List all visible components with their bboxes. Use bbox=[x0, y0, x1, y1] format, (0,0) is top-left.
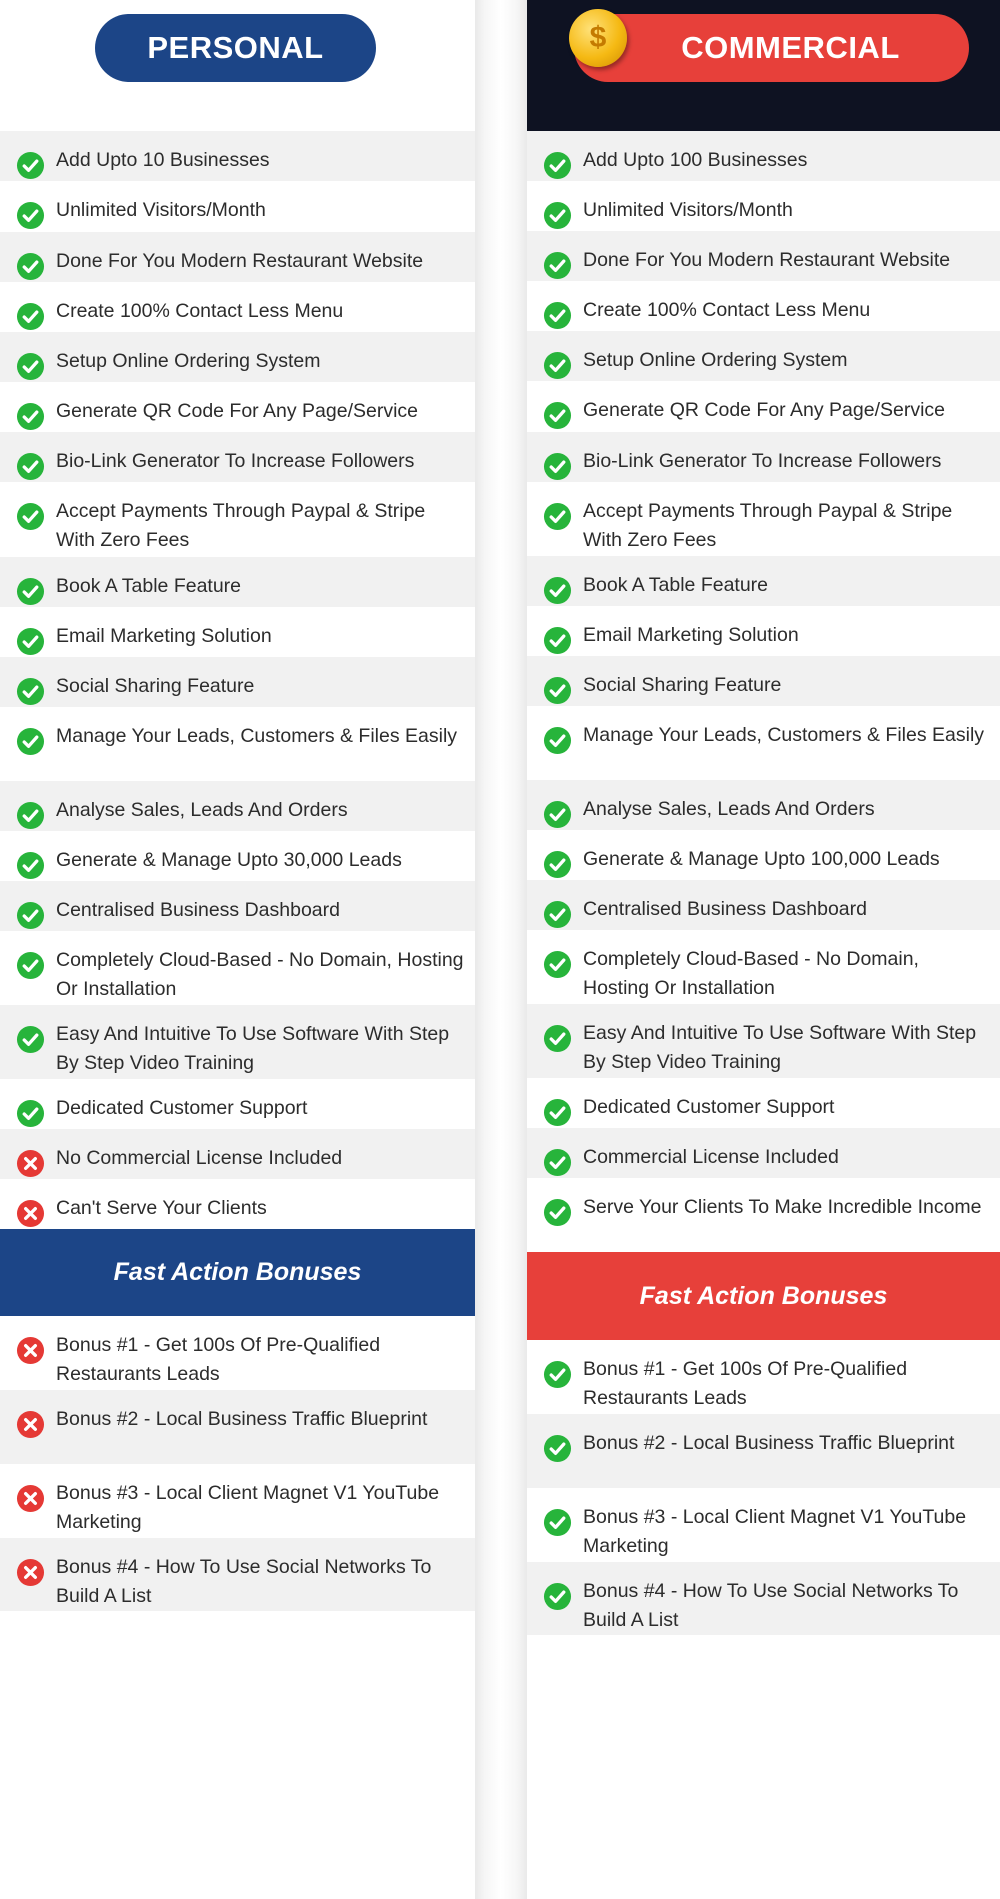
check-icon bbox=[16, 452, 45, 481]
commercial-features-item bbox=[527, 1078, 1000, 1128]
commercial-features-item-label: Social Sharing Feature bbox=[583, 674, 782, 696]
commercial-bonuses-item-label: Bonus #1 - Get 100s Of Pre-Qualified Restaurants Leads bbox=[583, 1358, 908, 1409]
personal-features-item bbox=[0, 181, 475, 232]
commercial-bonuses-item-label: Bonus #2 - Local Business Traffic Blueprint bbox=[583, 1432, 955, 1454]
check-icon bbox=[543, 576, 572, 605]
check-icon bbox=[16, 352, 45, 381]
check-icon bbox=[16, 577, 45, 606]
commercial-bonuses-item bbox=[527, 1488, 1000, 1562]
personal-features-item-label: Analyse Sales, Leads And Orders bbox=[56, 799, 348, 821]
personal-features-item-label: Can't Serve Your Clients bbox=[56, 1197, 267, 1219]
cross-icon bbox=[16, 1410, 45, 1439]
personal-features-item bbox=[0, 1079, 475, 1129]
commercial-features-item bbox=[527, 830, 1000, 880]
check-icon bbox=[543, 1508, 572, 1537]
personal-plan-title: PERSONAL bbox=[95, 14, 376, 82]
commercial-features-item bbox=[527, 181, 1000, 231]
personal-features-item bbox=[0, 607, 475, 657]
personal-bonuses-heading: Fast Action Bonuses bbox=[0, 1229, 475, 1316]
personal-bonuses-item-label: Bonus #2 - Local Business Traffic Blueprint bbox=[56, 1408, 428, 1430]
commercial-features-list bbox=[527, 131, 1000, 1252]
commercial-plan-title: COMMERCIAL bbox=[574, 14, 969, 82]
commercial-features-item-label: Centralised Business Dashboard bbox=[583, 898, 867, 920]
commercial-features-item-label: Generate QR Code For Any Page/Service bbox=[583, 399, 946, 421]
cross-icon bbox=[16, 1199, 45, 1228]
personal-features-item bbox=[0, 557, 475, 607]
commercial-features-item bbox=[527, 880, 1000, 930]
check-icon bbox=[16, 727, 45, 756]
personal-features-item bbox=[0, 482, 475, 557]
personal-features-item-label: Setup Online Ordering System bbox=[56, 350, 321, 372]
personal-bonuses-item bbox=[0, 1390, 475, 1464]
check-icon bbox=[543, 151, 572, 180]
commercial-features-item-label: Bio-Link Generator To Increase Followers bbox=[583, 450, 942, 472]
personal-features-item bbox=[0, 432, 475, 482]
commercial-features-item bbox=[527, 482, 1000, 556]
personal-features-item-label: Centralised Business Dashboard bbox=[56, 899, 340, 921]
check-icon bbox=[16, 677, 45, 706]
personal-features-item-label: Unlimited Visitors/Month bbox=[56, 199, 266, 221]
commercial-features-item bbox=[527, 706, 1000, 780]
commercial-features-item bbox=[527, 1004, 1000, 1078]
check-icon bbox=[543, 626, 572, 655]
check-icon bbox=[543, 1434, 572, 1463]
commercial-bonuses-item bbox=[527, 1562, 1000, 1635]
commercial-features-item bbox=[527, 556, 1000, 606]
check-icon bbox=[16, 951, 45, 980]
check-icon bbox=[543, 502, 572, 531]
commercial-bonuses-item bbox=[527, 1414, 1000, 1488]
check-icon bbox=[16, 1099, 45, 1128]
check-icon bbox=[543, 251, 572, 280]
commercial-features-item-label: Analyse Sales, Leads And Orders bbox=[583, 798, 875, 820]
commercial-bonuses-item-label: Bonus #4 - How To Use Social Networks To Build A List bbox=[583, 1580, 959, 1631]
personal-features-item bbox=[0, 131, 475, 181]
commercial-features-item bbox=[527, 381, 1000, 432]
check-icon bbox=[543, 726, 572, 755]
commercial-features-item bbox=[527, 331, 1000, 381]
personal-features-item-label: Dedicated Customer Support bbox=[56, 1097, 308, 1119]
commercial-features-item-label: Email Marketing Solution bbox=[583, 624, 799, 646]
commercial-features-item-label: Commercial License Included bbox=[583, 1146, 839, 1168]
commercial-features-item-label: Add Upto 100 Businesses bbox=[583, 149, 808, 171]
column-gap bbox=[475, 0, 527, 1899]
cross-icon bbox=[16, 1558, 45, 1587]
commercial-features-item bbox=[527, 930, 1000, 1004]
personal-features-item-label: Add Upto 10 Businesses bbox=[56, 149, 270, 171]
commercial-features-item bbox=[527, 231, 1000, 281]
check-icon bbox=[543, 1098, 572, 1127]
personal-features-item bbox=[0, 707, 475, 781]
check-icon bbox=[543, 676, 572, 705]
check-icon bbox=[16, 1025, 45, 1054]
personal-features-item-label: No Commercial License Included bbox=[56, 1147, 343, 1169]
check-icon bbox=[16, 801, 45, 830]
check-icon bbox=[543, 1582, 572, 1611]
commercial-features-item-label: Create 100% Contact Less Menu bbox=[583, 299, 871, 321]
personal-features-item bbox=[0, 332, 475, 382]
commercial-features-item bbox=[527, 281, 1000, 331]
personal-features-item-label: Generate & Manage Upto 30,000 Leads bbox=[56, 849, 402, 871]
personal-plan-header bbox=[0, 0, 475, 131]
personal-bonuses-item bbox=[0, 1464, 475, 1538]
personal-features-item bbox=[0, 1005, 475, 1079]
check-icon bbox=[543, 452, 572, 481]
cross-icon bbox=[16, 1336, 45, 1365]
commercial-features-item-label: Easy And Intuitive To Use Software With Step By Step Video Training bbox=[583, 1022, 977, 1073]
check-icon bbox=[543, 800, 572, 829]
commercial-features-item-label: Serve Your Clients To Make Incredible Income bbox=[583, 1196, 982, 1218]
personal-features-item-label: Manage Your Leads, Customers & Files Easily bbox=[56, 725, 458, 747]
personal-features-item bbox=[0, 1129, 475, 1179]
check-icon bbox=[16, 302, 45, 331]
check-icon bbox=[543, 1360, 572, 1389]
personal-features-item bbox=[0, 232, 475, 282]
personal-features-item-label: Create 100% Contact Less Menu bbox=[56, 300, 344, 322]
check-icon bbox=[16, 252, 45, 281]
personal-features-item-label: Completely Cloud-Based - No Domain, Hosting Or Installation bbox=[56, 949, 464, 1000]
check-icon bbox=[543, 1148, 572, 1177]
commercial-features-item bbox=[527, 1128, 1000, 1178]
cross-icon bbox=[16, 1149, 45, 1178]
commercial-features-item bbox=[527, 656, 1000, 706]
commercial-features-item bbox=[527, 131, 1000, 181]
personal-bonuses-item bbox=[0, 1538, 475, 1611]
commercial-features-item-label: Accept Payments Through Paypal & Stripe With Zero Fees bbox=[583, 500, 953, 551]
personal-features-item-label: Email Marketing Solution bbox=[56, 625, 272, 647]
personal-features-item-label: Generate QR Code For Any Page/Service bbox=[56, 400, 419, 422]
commercial-features-item bbox=[527, 432, 1000, 482]
commercial-features-item-label: Generate & Manage Upto 100,000 Leads bbox=[583, 848, 940, 870]
check-icon bbox=[543, 301, 572, 330]
dollar-coin-icon: $ bbox=[569, 9, 627, 67]
commercial-features-item-label: Manage Your Leads, Customers & Files Easily bbox=[583, 724, 985, 746]
check-icon bbox=[543, 1198, 572, 1227]
commercial-plan-header bbox=[527, 0, 1000, 131]
check-icon bbox=[543, 401, 572, 430]
personal-features-item bbox=[0, 831, 475, 881]
personal-features-item-label: Social Sharing Feature bbox=[56, 675, 255, 697]
check-icon bbox=[16, 901, 45, 930]
commercial-features-item-label: Done For You Modern Restaurant Website bbox=[583, 249, 951, 271]
personal-features-item bbox=[0, 382, 475, 432]
check-icon bbox=[16, 502, 45, 531]
check-icon bbox=[543, 201, 572, 230]
check-icon bbox=[16, 851, 45, 880]
personal-features-item-label: Accept Payments Through Paypal & Stripe With Zero Fees bbox=[56, 500, 426, 551]
check-icon bbox=[543, 900, 572, 929]
commercial-bonuses-heading: Fast Action Bonuses bbox=[527, 1252, 1000, 1340]
personal-features-item-label: Book A Table Feature bbox=[56, 575, 242, 597]
commercial-features-item bbox=[527, 780, 1000, 830]
personal-bonuses-list bbox=[0, 1316, 475, 1611]
personal-plan-column bbox=[0, 0, 475, 1611]
personal-features-item bbox=[0, 1179, 475, 1229]
commercial-bonuses-item-label: Bonus #3 - Local Client Magnet V1 YouTube Marketing bbox=[583, 1506, 967, 1557]
commercial-features-item-label: Completely Cloud-Based - No Domain, Hosting Or Installation bbox=[583, 948, 919, 999]
commercial-plan-column bbox=[527, 0, 1000, 1635]
personal-bonuses-item-label: Bonus #3 - Local Client Magnet V1 YouTube Marketing bbox=[56, 1482, 440, 1533]
commercial-features-item bbox=[527, 606, 1000, 656]
personal-bonuses-item bbox=[0, 1316, 475, 1390]
personal-features-item-label: Done For You Modern Restaurant Website bbox=[56, 250, 424, 272]
check-icon bbox=[16, 627, 45, 656]
personal-bonuses-item-label: Bonus #4 - How To Use Social Networks To Build A List bbox=[56, 1556, 432, 1607]
commercial-features-item-label: Dedicated Customer Support bbox=[583, 1096, 835, 1118]
check-icon bbox=[543, 950, 572, 979]
commercial-bonuses-list bbox=[527, 1340, 1000, 1635]
commercial-features-item-label: Unlimited Visitors/Month bbox=[583, 199, 793, 221]
check-icon bbox=[16, 201, 45, 230]
personal-features-item bbox=[0, 931, 475, 1005]
commercial-features-item bbox=[527, 1178, 1000, 1252]
personal-features-list bbox=[0, 131, 475, 1229]
check-icon bbox=[543, 1024, 572, 1053]
check-icon bbox=[543, 850, 572, 879]
commercial-features-item-label: Book A Table Feature bbox=[583, 574, 769, 596]
personal-features-item-label: Easy And Intuitive To Use Software With Step By Step Video Training bbox=[56, 1023, 450, 1074]
personal-bonuses-item-label: Bonus #1 - Get 100s Of Pre-Qualified Restaurants Leads bbox=[56, 1334, 381, 1385]
personal-features-item bbox=[0, 657, 475, 707]
commercial-features-item-label: Setup Online Ordering System bbox=[583, 349, 848, 371]
personal-features-item bbox=[0, 881, 475, 931]
check-icon bbox=[543, 351, 572, 380]
personal-features-item-label: Bio-Link Generator To Increase Followers bbox=[56, 450, 415, 472]
check-icon bbox=[16, 402, 45, 431]
check-icon bbox=[16, 151, 45, 180]
cross-icon bbox=[16, 1484, 45, 1513]
personal-features-item bbox=[0, 282, 475, 332]
commercial-bonuses-item bbox=[527, 1340, 1000, 1414]
personal-features-item bbox=[0, 781, 475, 831]
